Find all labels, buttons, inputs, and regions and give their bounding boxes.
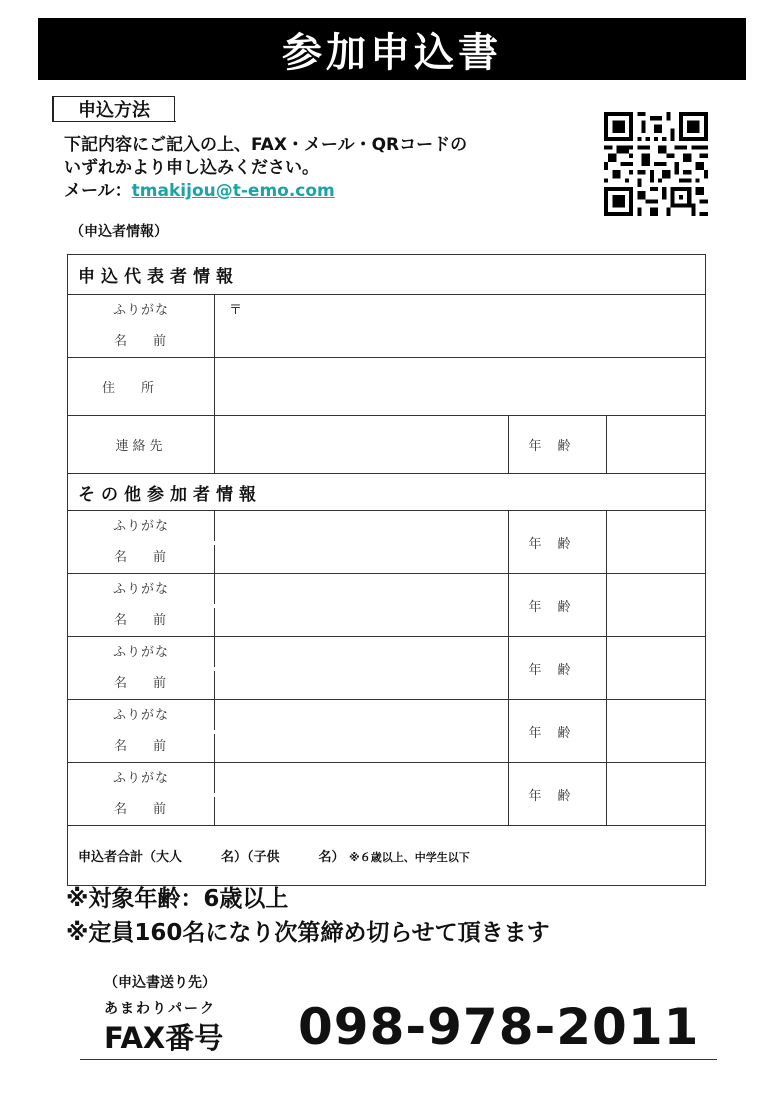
furigana-label: ふりがな bbox=[112, 519, 169, 534]
fax-label: FAX番号 bbox=[104, 1021, 224, 1055]
representative-name-label bbox=[68, 295, 215, 358]
name-label: 名前 bbox=[113, 550, 192, 565]
fax-number: 098-978-2011 bbox=[298, 998, 700, 1056]
participant-age-label: 年齢 bbox=[509, 511, 607, 574]
email-prefix: メール： bbox=[64, 181, 132, 201]
capacity-notice: ※定員160名になり次第締め切らせて頂きます bbox=[66, 920, 550, 946]
furigana-label: ふりがな bbox=[112, 582, 169, 597]
target-age-notice: ※対象年齢：6歳以上 bbox=[66, 886, 289, 912]
participant-name-label bbox=[68, 637, 215, 700]
participant-name-label bbox=[68, 574, 215, 637]
participant-age-field[interactable] bbox=[607, 574, 706, 637]
qr-code-icon[interactable] bbox=[604, 112, 708, 216]
destination-name: あまわりパーク bbox=[104, 1001, 216, 1017]
name-label: 名前 bbox=[113, 802, 192, 817]
furigana-label: ふりがな bbox=[112, 645, 169, 660]
address-field[interactable] bbox=[215, 358, 706, 416]
furigana-label: ふりがな bbox=[112, 708, 169, 723]
name-label: 名前 bbox=[113, 613, 192, 628]
furigana-label: ふりがな bbox=[112, 303, 169, 318]
participant-name-field[interactable] bbox=[215, 574, 509, 637]
participant-name-field[interactable] bbox=[215, 700, 509, 763]
instructions bbox=[64, 134, 467, 203]
participant-age-label: 年齢 bbox=[509, 763, 607, 826]
email-line bbox=[64, 180, 467, 203]
representative-header: 申込代表者情報 bbox=[68, 255, 706, 295]
method-label-underline bbox=[52, 121, 176, 122]
contact-label: 連絡先 bbox=[68, 416, 215, 474]
participant-name-field[interactable] bbox=[215, 511, 509, 574]
participant-age-label: 年齢 bbox=[509, 700, 607, 763]
name-label: 名前 bbox=[113, 676, 192, 691]
participant-name-label bbox=[68, 700, 215, 763]
participant-name-field[interactable] bbox=[215, 637, 509, 700]
name-label: 名前 bbox=[113, 334, 192, 349]
participant-row bbox=[68, 763, 706, 826]
applicant-total-text: 申込者合計（大人 名）（子供 名） bbox=[78, 850, 345, 865]
participant-name-label bbox=[68, 511, 215, 574]
representative-age-label: 年齢 bbox=[509, 416, 607, 474]
application-form-table bbox=[67, 254, 706, 886]
page-title: 参加申込書 bbox=[38, 18, 746, 80]
contact-field[interactable] bbox=[215, 416, 509, 474]
participant-row bbox=[68, 574, 706, 637]
method-label: 申込方法 bbox=[52, 96, 175, 121]
child-age-note: ※６歳以上、中学生以下 bbox=[349, 851, 470, 864]
participant-row bbox=[68, 511, 706, 574]
participant-age-label: 年齢 bbox=[509, 574, 607, 637]
instructions-line-2: いずれかより申し込みください。 bbox=[64, 158, 319, 178]
email-link[interactable]: tmakijou@t-emo.com bbox=[131, 181, 335, 201]
representative-name-field[interactable] bbox=[215, 295, 706, 358]
participant-row bbox=[68, 700, 706, 763]
furigana-label: ふりがな bbox=[112, 771, 169, 786]
name-label: 名前 bbox=[113, 739, 192, 754]
other-participants-header: その他参加者情報 bbox=[68, 474, 706, 511]
destination-label: （申込書送り先） bbox=[104, 975, 216, 991]
participant-name-field[interactable] bbox=[215, 763, 509, 826]
postal-mark: 〒 bbox=[229, 303, 243, 318]
participant-row bbox=[68, 637, 706, 700]
applicant-info-note: （申込者情報） bbox=[70, 224, 168, 240]
participant-name-label bbox=[68, 763, 215, 826]
participant-age-field[interactable] bbox=[607, 763, 706, 826]
instructions-line-1: 下記内容にご記入の上、FAX・メール・QRコードの bbox=[64, 135, 468, 155]
participant-age-field[interactable] bbox=[607, 637, 706, 700]
bottom-divider bbox=[80, 1059, 717, 1060]
representative-age-field[interactable] bbox=[607, 416, 706, 474]
participant-age-field[interactable] bbox=[607, 700, 706, 763]
applicant-total bbox=[68, 826, 706, 886]
participant-age-label: 年齢 bbox=[509, 637, 607, 700]
participant-age-field[interactable] bbox=[607, 511, 706, 574]
address-label: 住所 bbox=[68, 358, 215, 416]
